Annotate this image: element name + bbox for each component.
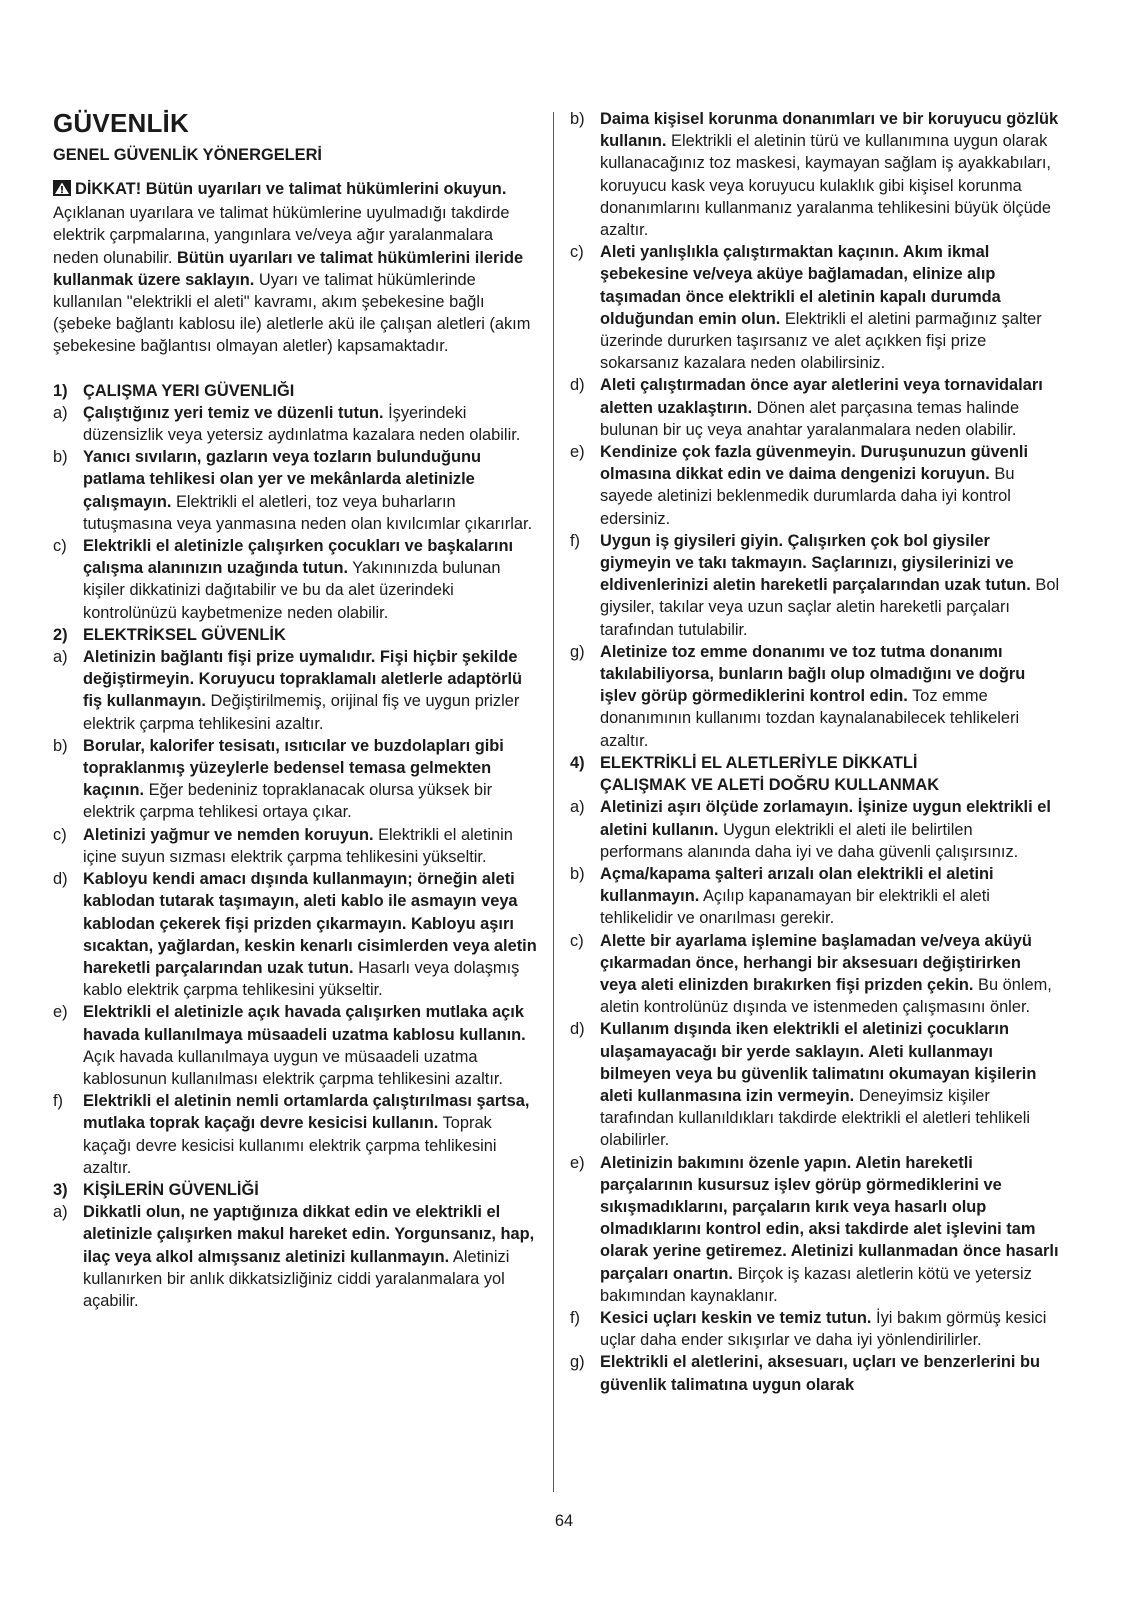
item-label: a)	[53, 403, 68, 422]
item-text	[83, 535, 537, 624]
item-bold: Alette bir ayarlama işlemine başlamadan ve/veya aküyü çıkarmadan önce, herhangi bir aksesuarı değiştirirken veya aleti elinizden bırakırken fişi prizden çekin.	[600, 931, 1032, 994]
item-text	[600, 374, 1060, 441]
item-label: c)	[53, 825, 67, 844]
item-body: İşyerindeki düzensizlik veya yetersiz aydınlatma kazalara neden olabilir.	[83, 403, 521, 445]
warning-text-1: Açıklanan uyarılara ve talimat hükümlerine uyulmadığı takdirde elektrik çarpmalarına, yangınlara ve/veya ağır yaralanmalara neden olunabilir.	[53, 204, 510, 267]
section-title	[600, 752, 939, 796]
item-text	[83, 646, 537, 735]
item-text	[600, 1307, 1060, 1351]
section-number: 4)	[570, 753, 585, 772]
item-text	[83, 446, 537, 535]
item-body: Toz emme donanımının kullanımı tozdan kaynalanabilecek tehlikeleri azaltır.	[600, 687, 1020, 750]
item-label: a)	[53, 648, 68, 667]
item-text	[600, 530, 1060, 641]
list-item	[570, 863, 1060, 930]
list-item	[53, 868, 537, 1001]
item-body: Bu önlem, aletin kontrolünüz dışında ve istenmeden çalışmasını önler.	[600, 975, 1052, 1017]
list-item	[570, 241, 1060, 374]
item-label: g)	[570, 1353, 585, 1372]
item-body: Bu sayede aletinizi beklenmedik durumlarda daha iyi kontrol edersiniz.	[600, 465, 1015, 528]
item-body: Açılıp kapanamayan bir elektrikli el aleti tehlikelidir ve onarılması gerekir.	[600, 887, 990, 928]
section-number: 1)	[53, 381, 68, 400]
item-text	[83, 402, 537, 446]
warning-paragraph	[53, 178, 537, 358]
list-item	[570, 1307, 1060, 1351]
item-label: a)	[570, 798, 585, 817]
list-item	[570, 1018, 1060, 1151]
item-text	[600, 863, 1060, 930]
warning-bold-1: DİKKAT! Bütün uyarıları ve talimat hükümlerini okuyun.	[75, 180, 507, 198]
list-item	[53, 402, 537, 446]
item-body: Birçok iş kazası aletlerin kötü ve yetersiz bakımından kaynaklanır.	[600, 1264, 1032, 1305]
section-number: 3)	[53, 1180, 68, 1199]
item-body: Dönen alet parçasına temas halinde bulunan bir uç veya anahtar yaralanmalara neden olabilir.	[600, 398, 1020, 439]
item-text	[83, 824, 537, 868]
item-body: Elektrikli el aletinin türü ve kullanımına uygun olarak kullanacağınız toz maskesi, kaymayan sağlam iş ayakkabıları, koruyucu kask veya koruyucu kulaklık gibi kişisel korunma donanımlarını kullanmanız yaralanma tehlikesini büyük ölçüde azaltır.	[600, 132, 1051, 240]
item-bold: Elektrikli el aletinizle açık havada çalışırken mutlaka açık havada kullanılmaya müsaadeli uzatma kablosu kullanın.	[83, 1003, 526, 1044]
list-item	[53, 646, 537, 735]
item-label: g)	[570, 642, 585, 661]
item-bold: Kabloyu kendi amacı dışında kullanmayın; örneğin aleti kablodan tutarak taşımayın, aleti kablo ile asmayın veya kablodan çekerek fişi prizden çıkarmayın. Kabloyu aşırı sıcaktan, yağlardan, keskin kenarlı cisimlerden veya aletin hareketli parçalarından uzak tutun.	[83, 870, 537, 977]
list-item	[53, 1090, 537, 1179]
item-text	[83, 735, 537, 824]
warning-bold-2: Bütün uyarıları ve talimat hükümlerini ileride kullanmak üzere saklayın.	[53, 248, 524, 289]
item-label: e)	[570, 1153, 585, 1172]
right-column	[570, 108, 1060, 1396]
item-label: b)	[53, 448, 68, 467]
item-text	[83, 868, 537, 1001]
item-bold: Aletinizi yağmur ve nemden koruyun.	[83, 825, 374, 844]
section-subtitle: GENEL GÜVENLİK YÖNERGELERİ	[53, 146, 322, 164]
item-label: d)	[570, 1020, 585, 1039]
item-bold: Açma/kapama şalteri arızalı olan elektrikli el aletini kullanmayın.	[600, 864, 994, 906]
item-body: Eğer bedeniniz topraklanacak olursa yüksek bir elektrik çarpma tehlikesi ortaya çıkar.	[83, 781, 493, 822]
item-body: Açık havada kullanılmaya uygun ve müsaadeli uzatma kablosunun kullanılması elektrik çarpma tehlikesini azaltır.	[83, 1047, 503, 1088]
item-text	[600, 930, 1060, 1019]
item-label: e)	[53, 1003, 68, 1022]
item-bold: Kesici uçları keskin ve temiz tutun.	[600, 1308, 872, 1327]
item-bold: Yanıcı sıvıların, gazların veya tozların bulunduğunu patlama tehlikesi olan yer ve mekânlarda aletinizle çalışmayın.	[83, 448, 482, 511]
item-body: Değiştirilmemiş, orijinal fiş ve uygun prizler elektrik çarpma tehlikesini azaltır.	[83, 692, 520, 733]
item-label: d)	[570, 376, 585, 395]
item-bold: Aletinizin bakımını özenle yapın. Aletin hareketli parçalarının kusursuz işlev görüp görmediklerini ve sıkışmadıklarını, parçaların kırık veya hasarlı olup olmadıklarını kontrol edin, aksi takdirde alet işlevini tam olarak yerine getiremez. Aletinizi kullanmadan önce hasarlı parçaları onartın.	[600, 1153, 1059, 1283]
item-bold: Aletinizi aşırı ölçüde zorlamayın. İşinize uygun elektrikli el aletini kullanın.	[600, 798, 1051, 839]
list-item	[570, 796, 1060, 863]
item-bold: Aletinize toz emme donanımı ve toz tutma donanımı takılabiliyorsa, bunların bağlı olup olmadığını ve doğru işlev görüp görmediklerini kontrol edin.	[600, 642, 1026, 706]
item-bold: Çalıştığınız yeri temiz ve düzenli tutun.	[83, 403, 384, 422]
item-label: e)	[570, 443, 585, 462]
list-item	[570, 1152, 1060, 1307]
item-bold: Aleti yanlışlıkla çalıştırmaktan kaçının. Akım ikmal şebekesine ve/veya aküye bağlamadan, elinize alıp taşımadan önce elektrikli el aletinin kapalı durumda olduğundan emin olun.	[600, 243, 1001, 328]
item-body: Deneyimsiz kişiler tarafından kullanıldıkları takdirde elektrikli el aletleri tehlikeli olabilirler.	[600, 1086, 1031, 1150]
left-column	[53, 108, 537, 1312]
list-item	[53, 446, 537, 535]
item-label: f)	[53, 1092, 64, 1111]
item-body: Elektrikli el aletini parmağınız şalter üzerinde dururken taşırsanız ve alet açıkken fişi prize sokarsanız kazalara neden olabilirsiniz.	[600, 309, 1042, 373]
item-text	[600, 1351, 1060, 1395]
item-body: Yakınınızda bulunan kişiler dikkatinizi dağıtabilir ve bu da alet üzerindeki kontrolünüzü kaybetmenize neden olabilir.	[83, 559, 501, 622]
item-label: b)	[570, 864, 585, 883]
list-item	[570, 641, 1060, 752]
item-label: b)	[570, 110, 585, 128]
item-bold: Elektrikli el aletlerini, aksesuarı, uçları ve benzerlerini bu güvenlik talimatına uygun olarak	[600, 1353, 1041, 1394]
item-text	[83, 1090, 537, 1179]
page-title: GÜVENLİK	[53, 108, 189, 138]
section-number: 2)	[53, 625, 68, 644]
item-bold: Dikkatli olun, ne yaptığınıza dikkat edin ve elektrikli el aletinizle çalışırken makul hareket edin. Yorgunsanız, hap, ilaç veya alkol almışsanız aletinizi kullanmayın.	[83, 1203, 535, 1266]
section-title: KİŞİLERİN GÜVENLİĞİ	[83, 1180, 259, 1199]
item-bold: Borular, kalorifer tesisatı, ısıtıcılar ve buzdolapları gibi topraklanmış yüzeylerle bedensel temasa gelmekten kaçının.	[83, 736, 504, 800]
item-bold: Kullanım dışında iken elektrikli el aletinizi çocukların ulaşamayacağı bir yerde saklayın. Aleti kullanmayı bilmeyen veya bu güvenlik talimatını okumayan kişilerin aleti kullanmasına izin vermeyin.	[600, 1020, 1037, 1105]
item-text	[600, 641, 1060, 752]
list-item	[53, 1001, 537, 1090]
item-body: Aletinizi kullanırken bir anlık dikkatsizliğiniz ciddi yaralanmalara yol açabilir.	[83, 1247, 510, 1310]
item-label: c)	[53, 537, 67, 556]
item-bold: Aleti çalıştırmadan önce ayar aletlerini veya tornavidaları aletten uzaklaştırın.	[600, 376, 1043, 417]
item-body: Toprak kaçağı devre kesicisi kullanımı elektrik çarpma tehlikesini azaltır.	[83, 1114, 497, 1177]
item-label: f)	[570, 531, 581, 550]
item-body: Elektrikli el aletinin içine suyun sızması elektrik çarpma tehlikesini yükseltir.	[83, 825, 513, 866]
item-body: Elektrikli el aletleri, toz veya buharların tutuşmasına veya yanmasına neden olan kıvılcımlar çıkarırlar.	[83, 492, 533, 533]
list-item	[570, 441, 1060, 530]
item-body: Bol giysiler, takılar veya uzun saçlar aletin hareketli parçaları tarafından tutulabilir.	[600, 576, 1060, 639]
item-bold: Elektrikli el aletinizle çalışırken çocukları ve başkalarını çalışma alanınızın uzağında tutun.	[83, 537, 514, 578]
item-label: a)	[53, 1203, 68, 1222]
list-item	[53, 535, 537, 624]
item-text	[83, 1201, 537, 1312]
section-2-heading	[53, 624, 537, 646]
item-bold: Uygun iş giysileri giyin. Çalışırken çok bol giysiler giymeyin ve takı takmayın. Saçlarınızı, giysilerinizi ve eldivenlerinizi aletin hareketli parçalarından uzak tutun.	[600, 531, 1031, 595]
item-text	[600, 241, 1060, 374]
item-body: Uygun elektrikli el aleti ile belirtilen performans alanında daha iyi ve daha güvenli çalışırsınız.	[600, 820, 1019, 861]
list-item	[570, 108, 1060, 241]
item-body: Hasarlı veya dolaşmış kablo elektrik çarpma tehlikesini yükseltir.	[83, 958, 520, 1000]
section-title: ÇALIŞMA YERI GÜVENLIĞI	[83, 381, 295, 400]
item-label: f)	[570, 1308, 581, 1327]
item-body: İyi bakım görmüş kesici uçlar daha ender sıkışırlar ve daha iyi yönlendirilirler.	[600, 1308, 1047, 1350]
item-label: c)	[570, 243, 584, 262]
section-title-line-2: ÇALIŞMAK VE ALETİ DOĞRU KULLANMAK	[600, 776, 940, 795]
warning-text-2: Uyarı ve talimat hükümlerinde kullanılan "elektrikli el aleti" kavramı, akım şebekesine bağlı (şebeke bağlantı kablosu ile) aletlerle akü ile çalışan aletleri (akım şebekesine bağlantısı olmayan aletler) kapsamaktadır.	[53, 270, 531, 356]
list-item	[570, 530, 1060, 641]
list-item	[570, 374, 1060, 441]
item-text	[600, 441, 1060, 530]
item-text	[600, 108, 1060, 241]
list-item	[53, 824, 537, 868]
item-bold: Kendinize çok fazla güvenmeyin. Duruşunuzun güvenli olmasına dikkat edin ve daima dengenizi koruyun.	[600, 443, 1029, 484]
warning-triangle-icon	[53, 180, 71, 202]
page-number: 64	[554, 1512, 574, 1530]
item-bold: Elektrikli el aletinin nemli ortamlarda çalıştırılması şartsa, mutlaka toprak kaçağı devre kesicisi kullanın.	[83, 1092, 530, 1133]
section-title: ELEKTRİKSEL GÜVENLİK	[83, 625, 286, 644]
list-item	[570, 1351, 1060, 1395]
column-divider	[553, 112, 554, 1492]
section-3-heading	[53, 1179, 537, 1201]
list-item	[53, 735, 537, 824]
item-text	[600, 1152, 1060, 1307]
item-label: c)	[570, 931, 584, 950]
item-label: d)	[53, 870, 68, 889]
list-item	[570, 930, 1060, 1019]
item-text	[600, 1018, 1060, 1151]
item-text	[83, 1001, 537, 1090]
section-title-line-1: ELEKTRİKLİ EL ALETLERİYLE DİKKATLİ	[600, 753, 918, 772]
item-bold: Aletinizin bağlantı fişi prize uymalıdır. Fişi hiçbir şekilde değiştirmeyin. Koruyucu topraklamalı aletlerle adaptörlü fiş kullanmayın.	[83, 648, 523, 711]
section-1-heading	[53, 380, 537, 402]
item-label: b)	[53, 736, 68, 755]
section-4-heading	[570, 752, 1060, 796]
item-text	[600, 796, 1060, 863]
list-item	[53, 1201, 537, 1312]
item-bold: Daima kişisel korunma donanımları ve bir koruyucu gözlük kullanın.	[600, 110, 1059, 151]
